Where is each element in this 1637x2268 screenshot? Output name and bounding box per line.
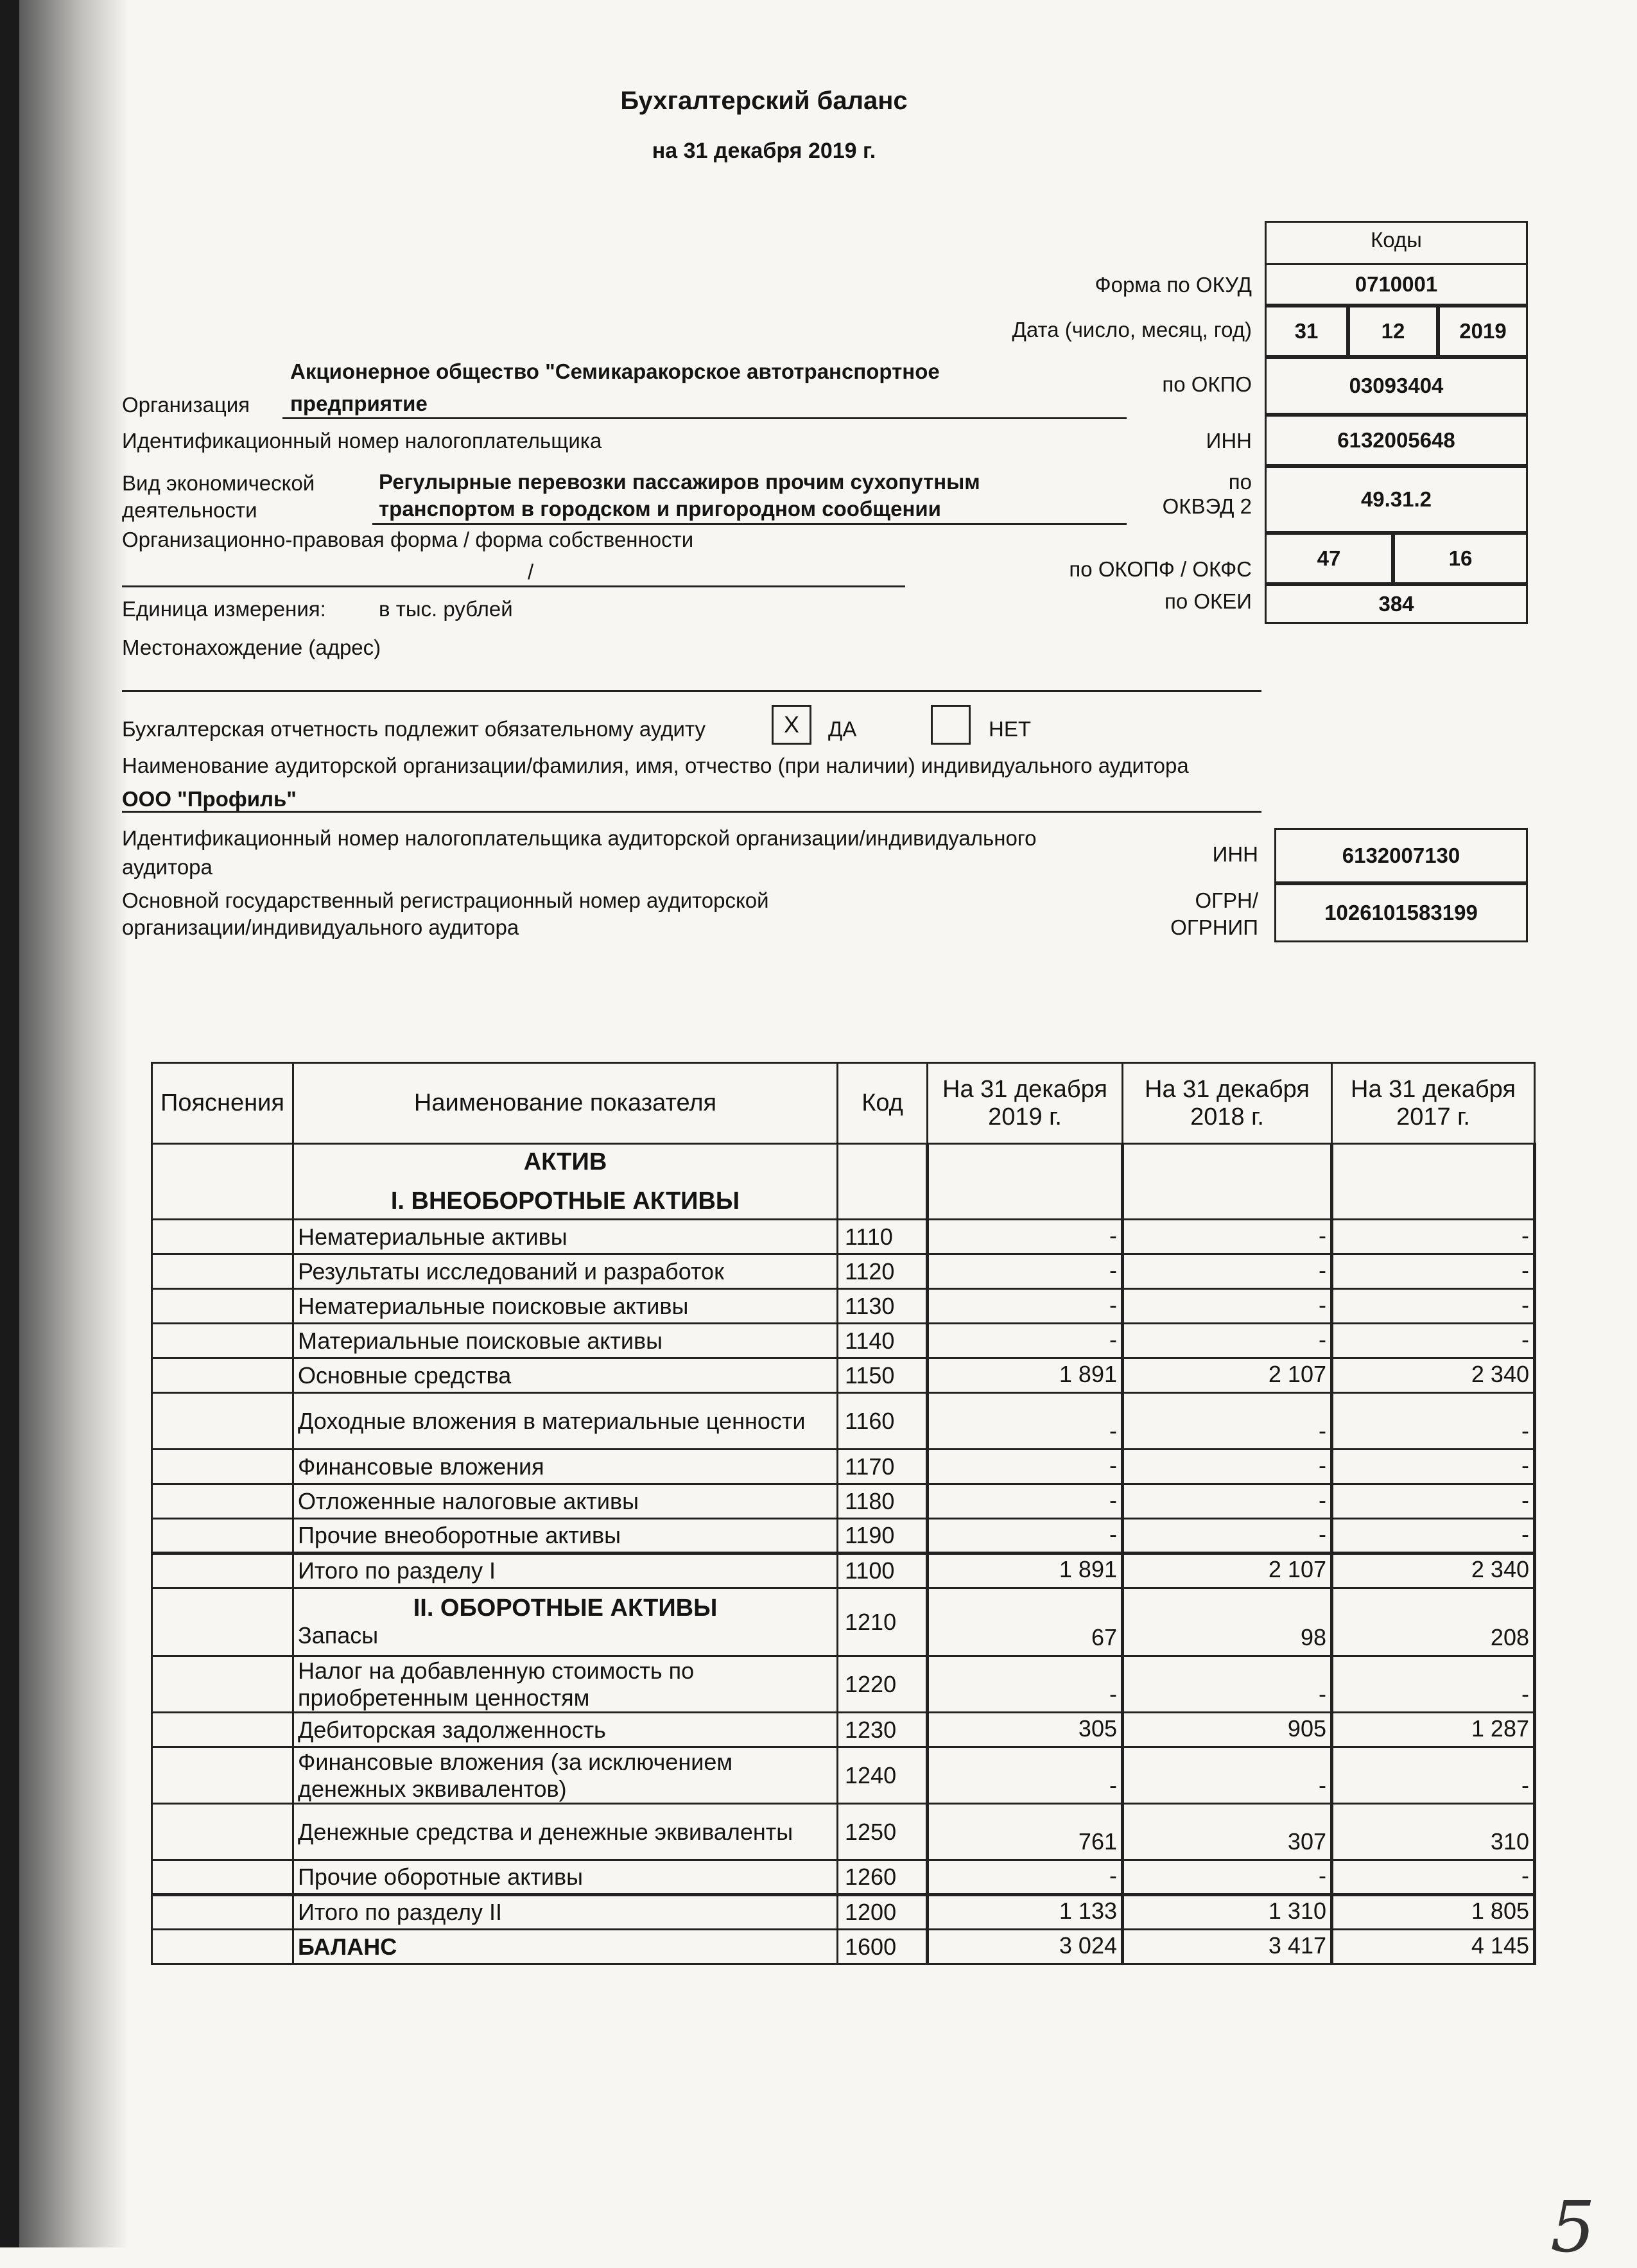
value-2018: 905: [1123, 1713, 1332, 1747]
value-2019: 67: [928, 1588, 1123, 1656]
value-2017: -: [1332, 1747, 1535, 1804]
notes-cell: [152, 1289, 293, 1324]
table-row: [152, 1747, 1535, 1804]
ogrn-value: 1026101583199: [1274, 883, 1528, 942]
col-2017: На 31 декабря 2017 г.: [1332, 1063, 1535, 1144]
row-code: 1600: [838, 1930, 928, 1964]
col-2018: На 31 декабря 2018 г.: [1123, 1063, 1332, 1144]
indicator-name: [293, 1804, 838, 1860]
value-2018: 3 417: [1123, 1930, 1332, 1964]
indicator-name: [293, 1220, 838, 1254]
section-header-row: [152, 1144, 1535, 1220]
value-2019: 3 024: [928, 1930, 1123, 1964]
page-number: 5: [1550, 2186, 1595, 2268]
notes-cell: [152, 1220, 293, 1254]
table-row: [152, 1358, 1535, 1393]
binding-shadow: [19, 0, 128, 2247]
table-row: [152, 1393, 1535, 1450]
value-2017: -: [1332, 1220, 1535, 1254]
value-2018: -: [1123, 1484, 1332, 1519]
audit-no-checkbox[interactable]: [931, 705, 971, 745]
notes-cell: [152, 1519, 293, 1554]
inn-label: ИНН: [1206, 429, 1252, 453]
legal-form-value: /: [528, 560, 534, 584]
indicator-name: [293, 1747, 838, 1804]
value-2017: 2 340: [1332, 1358, 1535, 1393]
indicator-name: [293, 1895, 838, 1930]
notes-cell: [152, 1713, 293, 1747]
table-row: [152, 1860, 1535, 1895]
auditor-name: ООО "Профиль": [122, 787, 297, 811]
auditor-underline: [122, 811, 1261, 813]
notes-cell: [152, 1358, 293, 1393]
value-2019: 761: [928, 1804, 1123, 1860]
indicator-name-text: Результаты исследований и разработок: [298, 1258, 724, 1285]
value-2017: 310: [1332, 1804, 1535, 1860]
notes-cell: [152, 1930, 293, 1964]
okud-label: Форма по ОКУД: [1095, 273, 1252, 297]
value-2017: -: [1332, 1656, 1535, 1713]
page-subtitle: на 31 декабря 2019 г.: [652, 139, 876, 163]
activity-label-1: Вид экономической: [122, 471, 315, 495]
legal-form-label: Организационно-правовая форма / форма собственности: [122, 528, 694, 551]
indicator-name: [293, 1554, 838, 1588]
value-2018: 2 107: [1123, 1554, 1332, 1588]
indicator-name: [293, 1860, 838, 1895]
row-code: 1130: [838, 1289, 928, 1324]
okpo-value: 03093404: [1265, 357, 1528, 415]
okpo-label: по ОКПО: [1162, 372, 1252, 396]
notes-cell: [152, 1393, 293, 1450]
value-2019: -: [928, 1747, 1123, 1804]
value-2018: -: [1123, 1393, 1332, 1450]
indicator-name-text: Итого по разделу II: [298, 1899, 503, 1925]
value-2017: 1 805: [1332, 1895, 1535, 1930]
value-2017: 4 145: [1332, 1930, 1535, 1964]
value-2017: 1 287: [1332, 1713, 1535, 1747]
indicator-name: [293, 1484, 838, 1519]
indicator-name-text: Доходные вложения в материальные ценности: [298, 1407, 806, 1434]
auditor-inn-label-2: аудитора: [122, 855, 212, 879]
col-code: Код: [838, 1063, 928, 1144]
notes-cell: [152, 1860, 293, 1895]
value-2019: -: [928, 1656, 1123, 1713]
indicator-name: [293, 1656, 838, 1713]
indicator-name-text: Запасы: [298, 1622, 379, 1649]
indicator-name-text: БАЛАНС: [298, 1933, 397, 1960]
row-code: 1190: [838, 1519, 928, 1554]
table-row: [152, 1895, 1535, 1930]
indicator-name: [293, 1289, 838, 1324]
value-2018: -: [1123, 1220, 1332, 1254]
legal-form-underline: [122, 585, 905, 587]
indicator-name-text: Прочие внеоборотные активы: [298, 1522, 621, 1548]
inn-value: 6132005648: [1265, 415, 1528, 466]
col-notes: Пояснения: [152, 1063, 293, 1144]
indicator-name: [293, 1588, 838, 1656]
row-code: 1210: [838, 1588, 928, 1656]
section-2-title: II. ОБОРОТНЫЕ АКТИВЫ: [413, 1595, 718, 1622]
table-row: [152, 1656, 1535, 1713]
value-2019: -: [928, 1484, 1123, 1519]
value-2018-cell: [1123, 1144, 1332, 1220]
row-code: 1240: [838, 1747, 928, 1804]
notes-cell: [152, 1804, 293, 1860]
indicator-name-text: Денежные средства и денежные эквиваленты: [298, 1818, 793, 1845]
value-2018: -: [1123, 1656, 1332, 1713]
okei-label: по ОКЕИ: [1164, 589, 1252, 613]
ogrn-code-label-1: ОГРН/: [1195, 888, 1258, 912]
indicator-name-text: Нематериальные активы: [298, 1223, 567, 1250]
okved-label-1: по: [1228, 470, 1252, 494]
value-2017: 208: [1332, 1588, 1535, 1656]
indicator-name: [293, 1930, 838, 1964]
balance-table: [151, 1062, 1536, 1965]
indicator-name: [293, 1713, 838, 1747]
binding-edge: [0, 0, 19, 2247]
code-cell: [838, 1144, 928, 1220]
activity-line2: транспортом в городском и пригородном сообщении: [379, 497, 941, 521]
notes-cell: [152, 1144, 293, 1220]
auditor-label: Наименование аудиторской организации/фамилия, имя, отчество (при наличии) индивидуального аудитора: [122, 754, 1189, 777]
value-2018: -: [1123, 1254, 1332, 1289]
indicator-name-text: Нематериальные поисковые активы: [298, 1292, 689, 1319]
row-code: 1120: [838, 1254, 928, 1289]
date-month: 12: [1348, 306, 1438, 357]
indicator-name-text: Дебиторская задолженность: [298, 1716, 606, 1743]
row-code: 1170: [838, 1450, 928, 1484]
ogrn-label-1: Основной государственный регистрационный номер аудиторской: [122, 888, 769, 912]
value-2018: 1 310: [1123, 1895, 1332, 1930]
value-2018: -: [1123, 1747, 1332, 1804]
audit-subject-label: Бухгалтерская отчетность подлежит обязательному аудиту: [122, 717, 706, 741]
value-2019: -: [928, 1220, 1123, 1254]
section-activ-title: АКТИВ: [523, 1148, 607, 1175]
page-title: Бухгалтерский баланс: [620, 87, 908, 115]
value-2018: -: [1123, 1519, 1332, 1554]
notes-cell: [152, 1484, 293, 1519]
value-2019: -: [928, 1860, 1123, 1895]
value-2017: -: [1332, 1519, 1535, 1554]
table-row: [152, 1554, 1535, 1588]
value-2017: -: [1332, 1450, 1535, 1484]
indicator-name-text: Отложенные налоговые активы: [298, 1487, 639, 1514]
value-2019: -: [928, 1324, 1123, 1358]
row-code: 1200: [838, 1895, 928, 1930]
value-2019: -: [928, 1519, 1123, 1554]
notes-cell: [152, 1747, 293, 1804]
org-label: Организация: [122, 393, 250, 417]
value-2018: -: [1123, 1324, 1332, 1358]
indicator-name: [293, 1358, 838, 1393]
indicator-name: [293, 1324, 838, 1358]
row-code: 1150: [838, 1358, 928, 1393]
activity-line1: Регулырные перевозки пассажиров прочим сухопутным: [379, 470, 980, 494]
table-row: [152, 1450, 1535, 1484]
value-2017: -: [1332, 1289, 1535, 1324]
value-2019: 1 891: [928, 1554, 1123, 1588]
section-1-title: I. ВНЕОБОРОТНЫЕ АКТИВЫ: [390, 1187, 740, 1215]
value-2018: -: [1123, 1450, 1332, 1484]
value-2017: -: [1332, 1484, 1535, 1519]
value-2019: 1 891: [928, 1358, 1123, 1393]
address-underline: [122, 690, 1261, 692]
table-row: [152, 1289, 1535, 1324]
org-name-line2: предприятие: [290, 392, 428, 415]
col-indicator: Наименование показателя: [293, 1063, 838, 1144]
row-code: 1260: [838, 1860, 928, 1895]
audit-yes-checkbox[interactable]: X: [772, 705, 811, 745]
value-2019: 305: [928, 1713, 1123, 1747]
notes-cell: [152, 1450, 293, 1484]
indicator-name: [293, 1393, 838, 1450]
auditor-inn-label-1: Идентификационный номер налогоплательщика аудиторской организации/индивидуального: [122, 826, 1037, 850]
date-label: Дата (число, месяц, год): [1012, 318, 1252, 342]
indicator-name-text: Итого по разделу I: [298, 1557, 496, 1584]
table-row: [152, 1484, 1535, 1519]
okved-value: 49.31.2: [1265, 466, 1528, 533]
indicator-name-text: Материальные поисковые активы: [298, 1327, 663, 1354]
notes-cell: [152, 1554, 293, 1588]
okved-label-2: ОКВЭД 2: [1162, 494, 1252, 518]
unit-value: в тыс. рублей: [379, 597, 513, 621]
section-activ: [293, 1144, 838, 1220]
value-2018: -: [1123, 1860, 1332, 1895]
row-code: 1230: [838, 1713, 928, 1747]
indicator-name-text: Прочие оборотные активы: [298, 1864, 583, 1890]
ogrn-code-label-2: ОГРНИП: [1170, 915, 1258, 939]
col-2019: На 31 декабря 2019 г.: [928, 1063, 1123, 1144]
audit-no-label: НЕТ: [989, 717, 1031, 741]
table-row: [152, 1804, 1535, 1860]
okopf-label: по ОКОПФ / ОКФС: [1069, 557, 1252, 581]
date-day: 31: [1265, 306, 1348, 357]
value-2017: -: [1332, 1860, 1535, 1895]
indicator-name: [293, 1450, 838, 1484]
table-row: [152, 1220, 1535, 1254]
address-label: Местонахождение (адрес): [122, 636, 381, 659]
value-2019: -: [928, 1393, 1123, 1450]
table-row: [152, 1930, 1535, 1964]
row-code: 1220: [838, 1656, 928, 1713]
indicator-name: [293, 1254, 838, 1289]
date-year: 2019: [1438, 306, 1528, 357]
taxpayer-label: Идентификационный номер налогоплательщика: [122, 429, 602, 453]
value-2018: 307: [1123, 1804, 1332, 1860]
table-row: [152, 1519, 1535, 1554]
value-2018: 98: [1123, 1588, 1332, 1656]
value-2017-cell: [1332, 1144, 1535, 1220]
org-name-line1: Акционерное общество "Семикаракорское автотранспортное: [290, 359, 940, 383]
value-2017: -: [1332, 1254, 1535, 1289]
row-code: 1100: [838, 1554, 928, 1588]
table-row: [152, 1713, 1535, 1747]
row-code: 1110: [838, 1220, 928, 1254]
auditor-inn-value: 6132007130: [1274, 828, 1528, 883]
notes-cell: [152, 1324, 293, 1358]
indicator-name: [293, 1519, 838, 1554]
notes-cell: [152, 1254, 293, 1289]
value-2018: -: [1123, 1289, 1332, 1324]
row-code: 1250: [838, 1804, 928, 1860]
okopf-value: 47: [1265, 533, 1393, 584]
okfs-value: 16: [1393, 533, 1528, 584]
org-underline: [282, 417, 1127, 419]
value-2019: 1 133: [928, 1895, 1123, 1930]
indicator-name-text: Основные средства: [298, 1362, 512, 1389]
value-2019: -: [928, 1254, 1123, 1289]
indicator-name-text: Налог на добавленную стоимость по приобретенным ценностям: [298, 1657, 695, 1711]
activity-underline: [372, 523, 1127, 525]
indicator-name-text: Финансовые вложения: [298, 1453, 544, 1480]
notes-cell: [152, 1588, 293, 1656]
ogrn-label-2: организации/индивидуального аудитора: [122, 915, 519, 939]
value-2017: -: [1332, 1324, 1535, 1358]
row-code: 1180: [838, 1484, 928, 1519]
table-row: [152, 1324, 1535, 1358]
unit-label: Единица измерения:: [122, 597, 326, 621]
okud-value: 0710001: [1265, 263, 1528, 306]
auditor-inn-code-label: ИНН: [1212, 842, 1258, 866]
value-2019: -: [928, 1450, 1123, 1484]
value-2018: 2 107: [1123, 1358, 1332, 1393]
table-row: [152, 1588, 1535, 1656]
indicator-name-text: Финансовые вложения (за исключением денежных эквивалентов): [298, 1748, 733, 1802]
row-code: 1140: [838, 1324, 928, 1358]
activity-label-2: деятельности: [122, 498, 257, 522]
okei-value: 384: [1265, 584, 1528, 624]
value-2019-cell: [928, 1144, 1123, 1220]
table-row: [152, 1254, 1535, 1289]
notes-cell: [152, 1895, 293, 1930]
row-code: 1160: [838, 1393, 928, 1450]
value-2019: -: [928, 1289, 1123, 1324]
audit-yes-label: ДА: [828, 717, 857, 741]
value-2017: -: [1332, 1393, 1535, 1450]
table-header-row: [152, 1063, 1535, 1144]
value-2017: 2 340: [1332, 1554, 1535, 1588]
notes-cell: [152, 1656, 293, 1713]
codes-heading: Коды: [1371, 228, 1422, 252]
